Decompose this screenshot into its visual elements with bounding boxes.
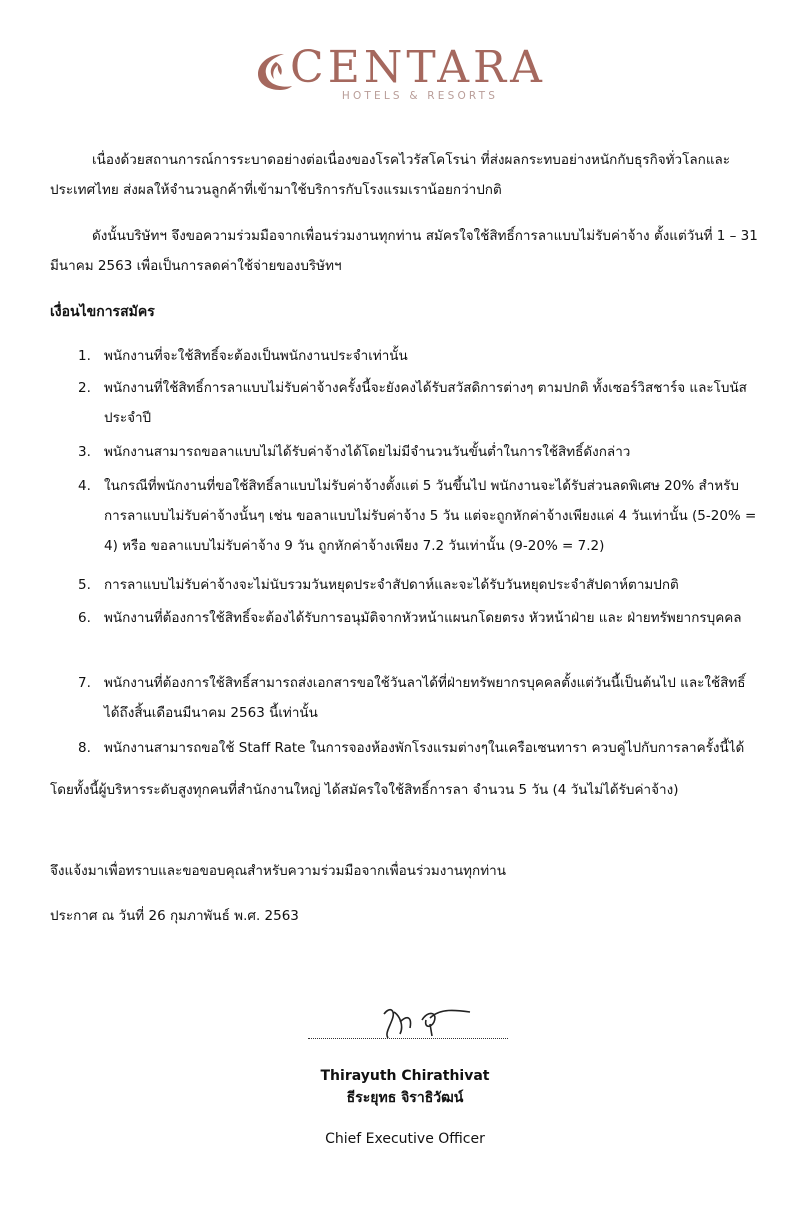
list-item-text: พนักงานที่ใช้สิทธิ์การลาแบบไม่รับค่าจ้างครั้งนี้จะยังคงได้รับสวัสดิการต่างๆ ตามปกติ ทั้งเซอร์วิสชาร์จ และโบนัสประจำปี (104, 380, 747, 426)
list-item (78, 341, 758, 371)
intro-paragraph-2: ดังนั้นบริษัทฯ จึงขอความร่วมมือจากเพื่อนร่วมงานทุกท่าน สมัครใจใช้สิทธิ์การลาแบบไม่รับค่าจ้าง ตั้งแต่วันที่ 1 – 31 มีนาคม 2563 เพื่อเป็นการลดค่าใช้จ่ายของบริษัทฯ (50, 228, 758, 274)
list-item-number: 6. (78, 610, 91, 626)
list-item-text: พนักงานที่ต้องการใช้สิทธิ์จะต้องได้รับการอนุมัติจากหัวหน้าแผนกโดยตรง หัวหน้าฝ่าย และ ฝ่ายทรัพยากรบุคคล (104, 610, 742, 626)
centara-logo (254, 44, 546, 102)
intro-paragraph-1: เนื่องด้วยสถานการณ์การระบาดอย่างต่อเนื่องของโรคไวรัสโคโรน่า ที่ส่งผลกระทบอย่างหนักกับธุรกิจทั่วโลกและประเทศไทย ส่งผลให้จำนวนลูกค้าที่เข้ามาใช้บริการกับโรงแรมเราน้อยกว่าปกติ (50, 152, 731, 198)
logo-tagline: HOTELS & RESORTS (341, 90, 499, 102)
closing-text: จึงแจ้งมาเพื่อทราบและขอขอบคุณสำหรับความร่วมมือจากเพื่อนร่วมงานทุกท่าน (50, 863, 506, 879)
list-item-number: 1. (78, 348, 91, 364)
conditions-heading: เงื่อนไขการสมัคร (50, 304, 155, 320)
list-item (78, 570, 758, 600)
list-item-text: พนักงานที่จะใช้สิทธิ์จะต้องเป็นพนักงานประจำเท่านั้น (104, 348, 408, 364)
list-item-text: พนักงานสามารถขอลาแบบไม่ได้รับค่าจ้างได้โดยไม่มีจำนวนวันขั้นต่ำในการใช้สิทธิ์ดังกล่าว (104, 444, 631, 460)
list-item (78, 603, 758, 633)
list-item-text: ในกรณีที่พนักงานที่ขอใช้สิทธิ์ลาแบบไม่รับค่าจ้างตั้งแต่ 5 วันขึ้นไป พนักงานจะได้รับส่วนลดพิเศษ 20% สำหรับการลาแบบไม่รับค่าจ้างนั้นๆ เช่น ขอลาแบบไม่รับค่าจ้าง 5 วัน แต่จะถูกหักค่าจ้างเพียงแค่ 4 วันเท่านั้น (5-20% = 4) หรือ ขอลาแบบไม่รับค่าจ้าง 9 วัน ถูกหักค่าจ้างเพียง 7.2 วันเท่านั้น (9-20% = 7.2) (104, 478, 757, 554)
flame-icon (254, 48, 294, 92)
list-item (78, 733, 758, 763)
signer-title: Chief Executive Officer (325, 1131, 485, 1147)
summary-text: โดยทั้งนี้ผู้บริหารระดับสูงทุกคนที่สำนักงานใหญ่ ได้สมัครใจใช้สิทธิ์การลา จำนวน 5 วัน (4 วันไม่ได้รับค่าจ้าง) (50, 782, 679, 798)
list-item-text: พนักงานที่ต้องการใช้สิทธิ์สามารถส่งเอกสารขอใช้วันลาได้ที่ฝ่ายทรัพยากรบุคคลตั้งแต่วันนี้เป็นต้นไป และใช้สิทธิ์ได้ถึงสิ้นเดือนมีนาคม 2563 นี้เท่านั้น (104, 675, 746, 721)
list-item-number: 2. (78, 380, 91, 396)
logo (0, 44, 800, 103)
announcement-date: ประกาศ ณ วันที่ 26 กุมภาพันธ์ พ.ศ. 2563 (50, 908, 299, 924)
list-item (78, 373, 758, 433)
list-item (78, 668, 758, 728)
list-item-number: 4. (78, 478, 91, 494)
list-item-number: 7. (78, 675, 91, 691)
list-item-number: 5. (78, 577, 91, 593)
list-item-text: พนักงานสามารถขอใช้ Staff Rate ในการจองห้องพักโรงแรมต่างๆในเครือเซนทารา ควบคู่ไปกับการลาครั้งนี้ได้ (104, 740, 745, 756)
list-item (78, 471, 758, 561)
signature-line (308, 1038, 508, 1039)
signature-block (300, 1000, 510, 1050)
signer-name-thai: ธีระยุทธ จิราธิวัฒน์ (346, 1090, 464, 1106)
list-item-number: 3. (78, 444, 91, 460)
list-item-text: การลาแบบไม่รับค่าจ้างจะไม่นับรวมวันหยุดประจำสัปดาห์และจะได้รับวันหยุดประจำสัปดาห์ตามปกติ (104, 577, 679, 593)
logo-wordmark: CENTARA (290, 42, 546, 93)
list-item-number: 8. (78, 740, 91, 756)
list-item (78, 437, 758, 467)
signer-name-english: Thirayuth Chirathivat (320, 1068, 490, 1084)
